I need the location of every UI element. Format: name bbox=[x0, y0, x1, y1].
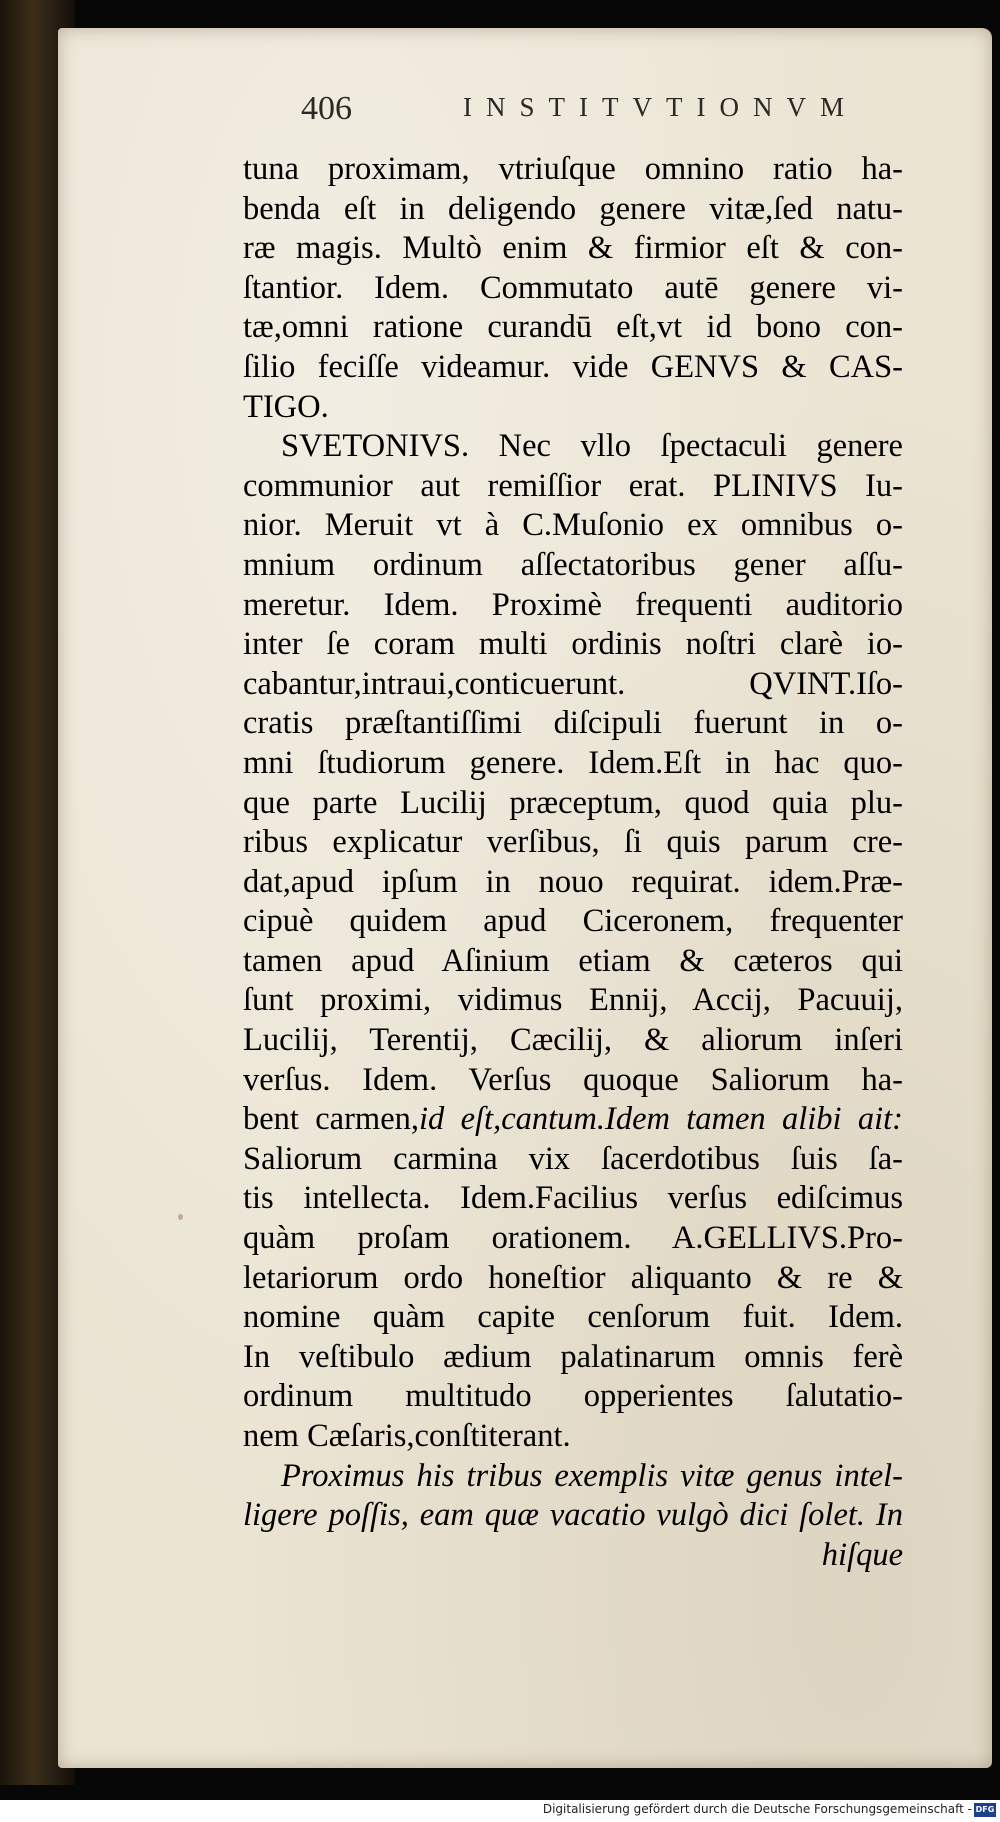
text-line: cipuè quidem apud Ciceronem, frequenter bbox=[243, 903, 903, 940]
text-line: ſunt proximi, vidimus Ennij, Accij, Pacuuij, bbox=[243, 982, 903, 1019]
text-line-mixed bbox=[243, 1100, 903, 1140]
italic-line: Proximus his tribus exemplis vitæ genus intel- bbox=[281, 1457, 903, 1494]
text-line: Saliorum carmina vix ſacerdotibus ſuis ſa- bbox=[243, 1140, 903, 1177]
body-text bbox=[243, 150, 903, 1575]
text-line: ribus explicatur verſibus, ſi quis parum cre- bbox=[243, 824, 903, 861]
text-line: mni ſtudiorum genere. Idem.Eſt in hac quo- bbox=[243, 744, 903, 781]
text-line: tamen apud Aſinium etiam & cæteros qui bbox=[243, 942, 903, 979]
text-line: que parte Lucilij præceptum, quod quia plu- bbox=[243, 784, 903, 821]
text-line: benda eſt in deligendo genere vitæ,ſed natu- bbox=[243, 190, 903, 227]
running-head bbox=[243, 90, 963, 130]
running-title: INSTITVTIONVM bbox=[463, 92, 858, 122]
text-line: inter ſe coram multi ordinis noſtri clarè io- bbox=[243, 626, 903, 663]
text-line: tuna proximam, vtriuſque omnino ratio ha- bbox=[243, 151, 903, 187]
text-line: mnium ordinum aſſectatoribus gener aſſu- bbox=[243, 546, 903, 583]
text-line: verſus. Idem. Verſus quoque Saliorum ha- bbox=[243, 1061, 903, 1098]
text-line: meretur. Idem. Proximè frequenti auditorio bbox=[243, 586, 903, 623]
paper-stain bbox=[178, 1214, 183, 1220]
footer-credit: Digitalisierung gefördert durch die Deutsche Forschungsgemeinschaft - bbox=[542, 1802, 972, 1816]
text-line: nomine quàm capite cenſorum fuit. Idem. bbox=[243, 1299, 903, 1336]
page-content bbox=[243, 90, 963, 130]
text-line: nem Cæſaris,conſtiterant. bbox=[243, 1418, 571, 1454]
text-line: communior aut remiſſior erat. PLINIVS Iu- bbox=[243, 467, 903, 504]
text-line: tæ,omni ratione curandū eſt,vt id bono con- bbox=[243, 309, 903, 346]
text-line: ſtantior. Idem. Commutato autē genere vi- bbox=[243, 269, 903, 306]
text-segment: bent carmen, bbox=[243, 1101, 420, 1138]
catchword: hiſque bbox=[821, 1536, 903, 1573]
italic-line: ligere poſſis, eam quæ vacatio vulgò dici ſolet. In bbox=[243, 1497, 903, 1534]
text-line: Lucilij, Terentij, Cæcilij, & aliorum inſeri bbox=[243, 1022, 903, 1059]
text-line: quàm proſam orationem. A.GELLIVS.Pro- bbox=[243, 1220, 903, 1257]
text-line: cabantur,intraui,conticuerunt. QVINT.Iſo- bbox=[243, 665, 903, 702]
text-line: tis intellecta. Idem.Facilius verſus ediſcimus bbox=[243, 1180, 903, 1217]
footer-bar bbox=[0, 1800, 1000, 1822]
text-line: TIGO. bbox=[243, 388, 329, 425]
text-line: cratis præſtantiſſimi diſcipuli fuerunt in o- bbox=[243, 705, 903, 742]
text-line: dat,apud ipſum in nouo requirat. idem.Præ- bbox=[243, 863, 903, 900]
text-line: ræ magis. Multò enim & firmior eſt & con- bbox=[243, 230, 903, 267]
italic-segment: id eſt,cantum.Idem tamen alibi ait: bbox=[419, 1101, 903, 1138]
text-line: letariorum ordo honeſtior aliquanto & re & bbox=[243, 1259, 903, 1296]
text-line: nior. Meruit vt à C.Muſonio ex omnibus o- bbox=[243, 507, 903, 544]
dfg-logo: DFG bbox=[974, 1803, 996, 1817]
page-number: 406 bbox=[301, 90, 352, 127]
text-line: ordinum multitudo opperientes ſalutatio- bbox=[243, 1378, 903, 1415]
text-line: ſilio feciſſe videamur. vide GENVS & CAS- bbox=[243, 348, 903, 385]
text-line: In veſtibulo ædium palatinarum omnis ferè bbox=[243, 1338, 903, 1375]
text-line: SVETONIVS. Nec vllo ſpectaculi genere bbox=[281, 428, 903, 465]
